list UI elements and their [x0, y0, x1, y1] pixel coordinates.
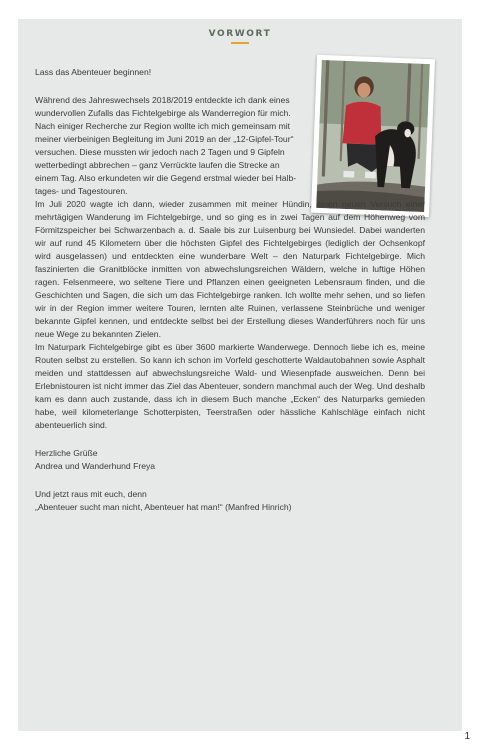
- paragraph-hiking-routes: Im Naturpark Fichtelgebirge gibt es über 3600 markierte Wanderwege. Dennoch liebe ich es, meine Routen selbst zu erstellen. So kann ich schon im Vorfeld geschotterte Waldautobahnen sowie Asphalt meiden und stattdessen auf abwechslungsreiche Wald- und Wiesenpfade ausweichen. Denn bei Erlebnistouren ist nicht immer das Ziel das Abenteuer, sondern manchmal auch der Weg. Und deshalb kam es dann auch zustande, dass ich in diesem Buch manche „Ecken“ des Naturparks gemieden habe, weil kilometerlange Schotterpisten, Teerstraßen oder hässliche Kahlschläge einfach nicht abenteuerlich sind.: [35, 342, 425, 430]
- signature: Andrea und Wanderhund Freya: [35, 461, 156, 471]
- intro-line: Nach einiger Recherche zur Region wollte ich mich gemeinsam mit: [35, 121, 291, 131]
- chapter-header: [18, 29, 462, 44]
- intro-line: tages- und Tagestouren.: [35, 186, 128, 196]
- title-underline: [231, 42, 249, 44]
- intro-line: versuchen. Diese mussten wir jedoch nach 2 Tagen und 9 Gipfeln: [35, 147, 285, 157]
- intro-line: einem Tag. Also erkundeten wir die Gegend erstmal wieder bei Halb-: [35, 173, 297, 183]
- foreword-text: [35, 66, 425, 514]
- intro-line: wundervollen Zufalls das Fichtelgebirge als Wanderregion für mich.: [35, 108, 291, 118]
- intro-paragraph: [35, 94, 305, 198]
- greeting: Lass das Abenteuer beginnen!: [35, 67, 152, 77]
- intro-line: meiner vierbeinigen Begleitung im Juni 2019 an der „12-Gipfel-Tour“: [35, 134, 294, 144]
- closing-greeting: Herzliche Grüße: [35, 448, 98, 458]
- chapter-title: VORWORT: [208, 29, 272, 39]
- closing-quote: „Abenteuer sucht man nicht, Abenteuer hat man!“ (Manfred Hinrich): [35, 502, 292, 512]
- page-number: 1: [464, 731, 470, 742]
- intro-line: wetterbedingt abbrechen – ganz Verrückte laufen die Strecke an: [35, 160, 280, 170]
- intro-line: Während des Jahreswechsels 2018/2019 entdeckte ich dank eines: [35, 95, 290, 105]
- outro-line: Und jetzt raus mit euch, denn: [35, 489, 147, 499]
- paragraph-july-2020: Im Juli 2020 wagte ich dann, wieder zusammen mit meiner Hündin, einen neuen Versuch einer mehrtägigen Wanderung im Fichtelgebirge, und so ging es in zwei Tagen auf dem Höhenweg vom Förmitzspeicher bei Schwarzenbach a. d. Saale bis zur Luisenburg bei Wunsiedel. Dabei wanderten wir auf rund 45 Kilometern über die höchsten Gipfel des Fichtelgebirges (lediglich der Ochsenkopf wird ausgelassen) und entdeckten eine wunderbare Welt – den Naturpark Fichtelgebirge. Mich faszinierten die Granitblöcke inmitten von abwechslungsreichen Wäldern, welche in luftige Höhen ragen. Felsenmeere, wo seltene Tiere und Pflanzen einen geeigneten Lebensraum finden, und die Geschichten und Sagen, die sich um das Fichtelgebirge ranken. Ich wollte mehr sehen, und so liefen wir in der Region immer weitere Touren, lernten alte Ruinen, verlassene Steinbrüche und weniger bekannte Gipfel kennen, und entdeckte selbst bei der Erstellung dieses Wanderführers noch für uns neue Wege zu bekannten Zielen.: [35, 199, 425, 339]
